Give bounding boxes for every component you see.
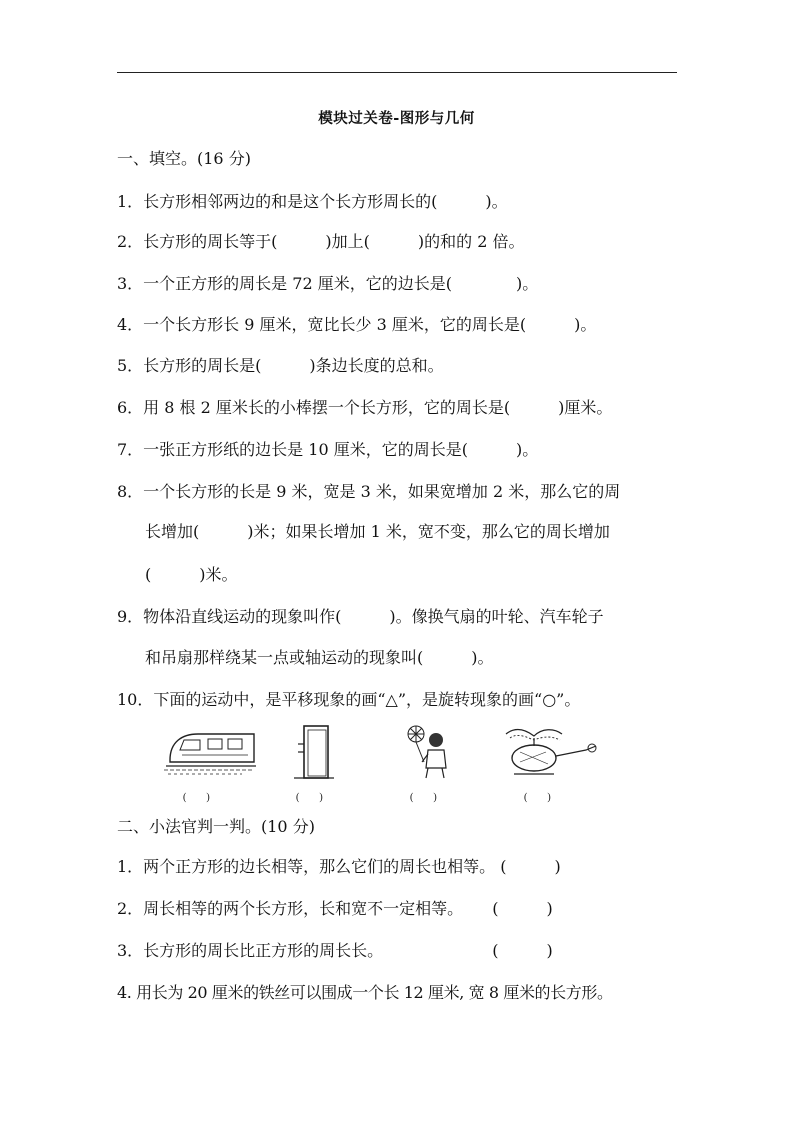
page-title: 模块过关卷-图形与几何	[318, 111, 475, 127]
judge-question-3: 3．长方形的周长比正方形的周长长。 ( )	[117, 941, 553, 960]
fill-question-4: 4．一个长方形长 9 厘米，宽比长少 3 厘米，它的周长是( )。	[117, 315, 597, 334]
fill-question-2: 2．长方形的周长等于( )加上( )的和的 2 倍。	[117, 232, 525, 251]
judge-question-2: 2．周长相等的两个长方形，长和宽不一定相等。 ( )	[117, 899, 553, 918]
answer-paren-1: ( )	[183, 792, 210, 803]
fill-question-8-line2: 长增加( )米；如果长增加 1 米，宽不变，那么它的周长增加	[145, 522, 610, 541]
answer-paren-3: ( )	[410, 792, 437, 803]
answer-paren-4: ( )	[524, 792, 551, 803]
motion-pictures	[160, 722, 600, 782]
judge-question-1: 1．两个正方形的边长相等，那么它们的周长也相等。 ( )	[117, 857, 561, 876]
fill-question-3: 3．一个正方形的周长是 72 厘米，它的边长是( )。	[117, 274, 539, 293]
fill-question-8-line1: 8．一个长方形的长是 9 米，宽是 3 米，如果宽增加 2 米，那么它的周	[117, 482, 621, 501]
header-rule	[117, 72, 677, 73]
fill-question-10: 10．下面的运动中，是平移现象的画“△”，是旋转现象的画“○”。	[117, 690, 581, 709]
fill-question-6: 6．用 8 根 2 厘米长的小棒摆一个长方形，它的周长是( )厘米。	[117, 398, 613, 417]
train-picture	[162, 722, 258, 778]
answer-paren-2: ( )	[296, 792, 323, 803]
section1-heading: 一、填空。(16 分)	[117, 149, 251, 168]
helicopter-picture	[500, 722, 600, 782]
section2-heading: 二、小法官判一判。(10 分)	[117, 817, 315, 836]
fill-question-7: 7．一张正方形纸的边长是 10 厘米，它的周长是( )。	[117, 440, 539, 459]
fill-question-9-line2: 和吊扇那样绕某一点或轴运动的现象叫( )。	[145, 648, 494, 667]
fill-question-8-line3: ( )米。	[145, 565, 238, 584]
fill-question-5: 5．长方形的周长是( )条边长度的总和。	[117, 356, 444, 375]
fill-question-9-line1: 9．物体沿直线运动的现象叫作( )。像换气扇的叶轮、汽车轮子	[117, 607, 604, 626]
door-picture	[290, 722, 340, 782]
pinwheel-child-picture	[404, 722, 454, 782]
judge-question-4: 4. 用长为 20 厘米的铁丝可以围成一个长 12 厘米, 宽 8 厘米的长方形。	[117, 983, 613, 1002]
fill-question-1: 1．长方形相邻两边的和是这个长方形周长的( )。	[117, 192, 508, 211]
